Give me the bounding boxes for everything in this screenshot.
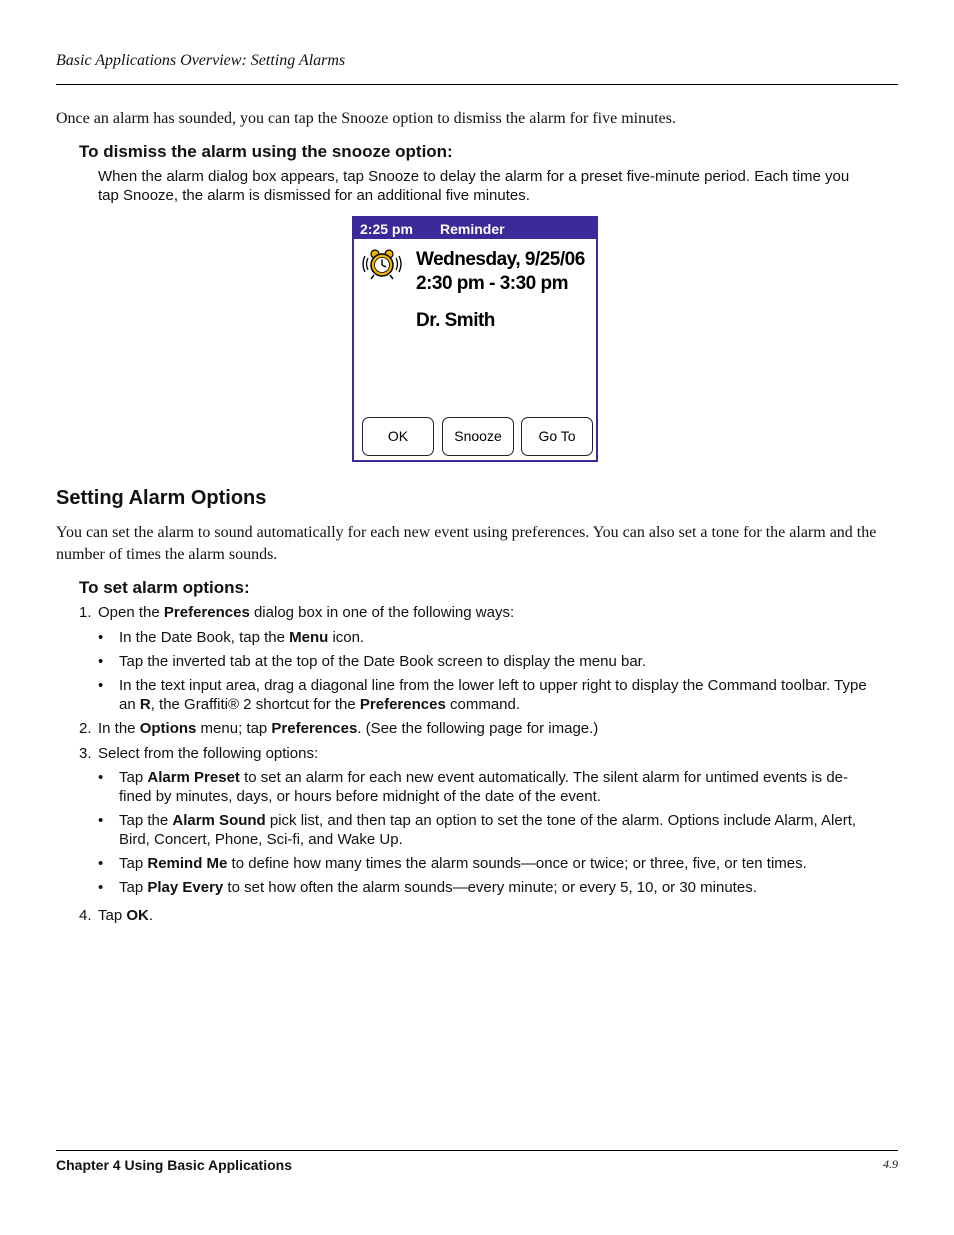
list-item: • Tap the inverted tab at the top of the Date Book screen to display the menu bar. bbox=[98, 653, 646, 670]
bullet-marker: • bbox=[98, 769, 104, 786]
snooze-button[interactable]: Snooze bbox=[442, 417, 514, 456]
running-header: Basic Applications Overview: Setting Alarms bbox=[56, 52, 346, 69]
bullet-marker: • bbox=[98, 677, 104, 694]
step-2: 2. In the Options menu; tap Preferences. (See the following page for image.) bbox=[79, 720, 599, 737]
options-para-line-2: number of times the alarm sounds. bbox=[56, 546, 278, 563]
header-rule bbox=[56, 84, 898, 85]
footer-chapter: Chapter 4 Using Basic Applications bbox=[56, 1157, 292, 1173]
step-number: 1. bbox=[79, 604, 92, 621]
dialog-time: 2:25 pm bbox=[360, 221, 413, 237]
alarm-clock-icon bbox=[358, 248, 406, 280]
step-number: 4. bbox=[79, 907, 92, 924]
dialog-title: Reminder bbox=[440, 221, 505, 237]
step-number: 3. bbox=[79, 745, 92, 762]
options-paragraph bbox=[56, 522, 898, 566]
snooze-line-2: tap Snooze, the alarm is dismissed for an additional five minutes. bbox=[98, 187, 530, 204]
list-item: • Tap the Alarm Sound pick list, and then tap an option to set the tone of the alarm. Options include Alarm, Alert, Bird, Concert, Phone, Sci-fi, and Wake Up. bbox=[98, 812, 857, 848]
step-3: 3. Select from the following options: bbox=[79, 745, 319, 762]
list-item: • Tap Play Every to set how often the alarm sounds—every minute; or every 5, 10, or 30 minutes. bbox=[98, 879, 757, 896]
snooze-heading: To dismiss the alarm using the snooze option: bbox=[79, 142, 453, 161]
dialog-time-range: 2:30 pm - 3:30 pm bbox=[416, 273, 568, 294]
page-number: 4.9 bbox=[883, 1157, 898, 1171]
bullet-marker: • bbox=[98, 812, 104, 829]
intro-paragraph: Once an alarm has sounded, you can tap the Snooze option to dismiss the alarm for five minutes. bbox=[56, 110, 676, 127]
dialog-event: Dr. Smith bbox=[416, 310, 495, 331]
footer-rule bbox=[56, 1150, 898, 1151]
goto-button[interactable]: Go To bbox=[521, 417, 593, 456]
dialog-date: Wednesday, 9/25/06 bbox=[416, 249, 585, 270]
snooze-paragraph bbox=[98, 167, 898, 205]
list-item: • In the Date Book, tap the Menu icon. bbox=[98, 629, 365, 646]
list-item: • Tap Remind Me to define how many times the alarm sounds—once or twice; or three, five, or ten times. bbox=[98, 855, 807, 872]
options-heading: To set alarm options: bbox=[79, 578, 250, 597]
step-1: 1. Open the Preferences dialog box in one of the following ways: bbox=[79, 604, 515, 621]
step-4: 4. Tap OK. bbox=[79, 907, 154, 924]
bullet-marker: • bbox=[98, 629, 104, 646]
dialog-titlebar bbox=[354, 218, 596, 239]
options-para-line-1: You can set the alarm to sound automatically for each new event using preferences. You can also set a tone for the alarm and the bbox=[56, 524, 877, 541]
snooze-line-1: When the alarm dialog box appears, tap Snooze to delay the alarm for a preset five-minute period. Each time you bbox=[98, 168, 850, 185]
bullet-marker: • bbox=[98, 653, 104, 670]
bullet-marker: • bbox=[98, 855, 104, 872]
step-number: 2. bbox=[79, 720, 92, 737]
list-item: • In the text input area, drag a diagonal line from the lower left to upper right to display the Command toolbar. Type an R, the Graffiti® 2 shortcut for the Preferences command. bbox=[98, 677, 867, 713]
list-item: • Tap Alarm Preset to set an alarm for each new event automatically. The silent alarm for untimed events is de- fined by minutes, days, or hours before midnight of the date of the event. bbox=[98, 769, 848, 805]
ok-button[interactable]: OK bbox=[362, 417, 434, 456]
alarm-dialog-screenshot bbox=[352, 216, 598, 462]
section-title: Setting Alarm Options bbox=[56, 487, 267, 509]
bullet-marker: • bbox=[98, 879, 104, 896]
